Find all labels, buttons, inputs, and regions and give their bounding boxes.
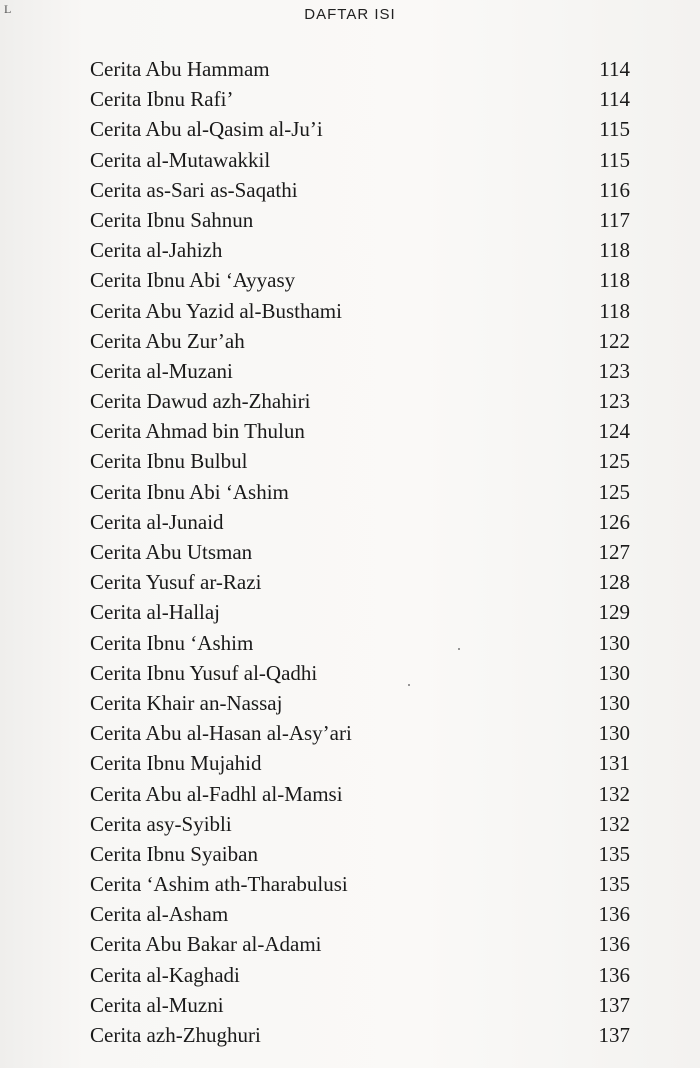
corner-mark: L — [4, 2, 12, 16]
toc-entry[interactable] — [90, 809, 630, 839]
toc-entry-title: Cerita Ibnu Mujahid — [90, 751, 262, 776]
toc-entry-page-number: 123 — [598, 389, 630, 414]
toc-entry[interactable] — [90, 446, 630, 476]
toc-entry-page-number: 114 — [599, 87, 630, 112]
toc-entry-title: Cerita al-Muzani — [90, 358, 233, 383]
toc-entry[interactable] — [90, 839, 630, 869]
toc-entry-page-number: 118 — [599, 268, 630, 293]
paper-speck — [458, 648, 460, 650]
toc-entry-title: Cerita Abu al-Fadhl al-Mamsi — [90, 781, 343, 806]
toc-entry-page-number: 136 — [598, 962, 630, 987]
toc-entry-title: Cerita al-Junaid — [90, 509, 224, 534]
toc-entry[interactable] — [90, 718, 630, 748]
paper-speck — [408, 684, 410, 686]
toc-entry[interactable] — [90, 899, 630, 929]
toc-entry-title: Cerita Abu Hammam — [90, 57, 270, 81]
toc-entry-title: Cerita Abu al-Hasan al-Asy’ari — [90, 721, 352, 746]
toc-entry-page-number: 115 — [599, 147, 630, 172]
toc-entry[interactable] — [90, 507, 630, 537]
toc-entry-page-number: 130 — [598, 660, 630, 685]
toc-entry-title: Cerita Ibnu Rafi’ — [90, 87, 234, 112]
toc-entry[interactable] — [90, 779, 630, 809]
toc-entry-page-number: 127 — [598, 540, 630, 564]
toc-entry-title: Cerita Dawud azh-Zhahiri — [90, 389, 311, 414]
toc-entry[interactable] — [90, 416, 630, 446]
toc-entry-page-number: 118 — [599, 238, 630, 263]
toc-entry[interactable] — [90, 688, 630, 718]
toc-entry-title: Cerita Abu Yazid al-Busthami — [90, 298, 342, 323]
toc-entry-title: Cerita as-Sari as-Saqathi — [90, 177, 298, 202]
toc-entry-page-number: 116 — [599, 177, 630, 202]
toc-entry[interactable] — [90, 748, 630, 778]
toc-entry-title: Cerita Ibnu Sahnun — [90, 207, 254, 232]
toc-entry-title: Cerita Yusuf ar-Razi — [90, 570, 262, 595]
toc-entry-title: Cerita Abu Zur’ah — [90, 328, 245, 353]
toc-entry-title: Cerita Ibnu ‘Ashim — [90, 630, 254, 655]
toc-entry-title: Cerita Ibnu Syaiban — [90, 841, 258, 866]
toc-entry-page-number: 135 — [598, 872, 630, 897]
toc-entry[interactable] — [90, 567, 630, 597]
toc-entry[interactable] — [90, 84, 630, 114]
toc-entry[interactable] — [90, 265, 630, 295]
toc-entry-title: Cerita Abu Utsman — [90, 540, 253, 564]
toc-entry[interactable] — [90, 628, 630, 658]
toc-entry-page-number: 136 — [598, 932, 630, 957]
toc-entry-title: Cerita Ahmad bin Thulun — [90, 419, 305, 444]
table-of-contents — [90, 54, 630, 1050]
toc-entry-page-number: 132 — [598, 781, 630, 806]
toc-entry[interactable] — [90, 960, 630, 990]
toc-entry[interactable] — [90, 205, 630, 235]
toc-entry-title: Cerita azh-Zhughuri — [90, 1023, 261, 1047]
page-header-title: DAFTAR ISI — [304, 6, 396, 23]
toc-entry-title: Cerita Abu Bakar al-Adami — [90, 932, 322, 957]
toc-entry-page-number: 122 — [598, 328, 630, 353]
toc-entry-page-number: 126 — [598, 509, 630, 534]
toc-entry[interactable] — [90, 54, 630, 84]
toc-entry-page-number: 124 — [598, 419, 630, 444]
toc-entry-title: Cerita al-Asham — [90, 902, 229, 927]
toc-entry[interactable] — [90, 477, 630, 507]
toc-entry[interactable] — [90, 235, 630, 265]
toc-entry-page-number: 131 — [598, 751, 630, 776]
toc-entry[interactable] — [90, 869, 630, 899]
toc-entry-title: Cerita Ibnu Abi ‘Ayyasy — [90, 268, 296, 293]
toc-entry-page-number: 135 — [598, 841, 630, 866]
toc-entry-title: Cerita al-Muzni — [90, 992, 224, 1017]
toc-entry-title: Cerita al-Kaghadi — [90, 962, 240, 987]
toc-entry-title: Cerita al-Hallaj — [90, 600, 221, 625]
toc-entry-page-number: 130 — [598, 630, 630, 655]
toc-entry[interactable] — [90, 658, 630, 688]
toc-entry[interactable] — [90, 537, 630, 567]
toc-entry[interactable] — [90, 597, 630, 627]
toc-entry[interactable] — [90, 929, 630, 959]
toc-entry-title: Cerita Khair an-Nassaj — [90, 690, 283, 715]
toc-entry-title: Cerita Ibnu Bulbul — [90, 449, 248, 474]
toc-entry-title: Cerita ‘Ashim ath-Tharabulusi — [90, 872, 348, 897]
toc-entry-title: Cerita al-Mutawakkil — [90, 147, 271, 172]
toc-entry-page-number: 129 — [598, 600, 630, 625]
toc-entry-page-number: 136 — [598, 902, 630, 927]
toc-entry-page-number: 114 — [599, 57, 630, 81]
toc-entry-page-number: 137 — [598, 1023, 630, 1047]
toc-entry-page-number: 128 — [598, 570, 630, 595]
toc-entry[interactable] — [90, 356, 630, 386]
toc-entry-page-number: 130 — [598, 721, 630, 746]
toc-entry-page-number: 130 — [598, 690, 630, 715]
toc-entry-page-number: 123 — [598, 358, 630, 383]
toc-entry-title: Cerita asy-Syibli — [90, 811, 232, 836]
toc-entry-page-number: 125 — [598, 479, 630, 504]
toc-entry[interactable] — [90, 114, 630, 144]
toc-entry-page-number: 132 — [598, 811, 630, 836]
toc-entry-page-number: 117 — [599, 207, 630, 232]
toc-entry[interactable] — [90, 1020, 630, 1050]
toc-entry-page-number: 125 — [598, 449, 630, 474]
toc-entry[interactable] — [90, 326, 630, 356]
toc-entry-title: Cerita Ibnu Abi ‘Ashim — [90, 479, 289, 504]
toc-entry-title: Cerita Ibnu Yusuf al-Qadhi — [90, 660, 318, 685]
toc-entry[interactable] — [90, 175, 630, 205]
toc-entry[interactable] — [90, 386, 630, 416]
toc-entry-title: Cerita al-Jahizh — [90, 238, 223, 263]
toc-entry-page-number: 118 — [599, 298, 630, 323]
toc-entry[interactable] — [90, 296, 630, 326]
toc-entry-title: Cerita Abu al-Qasim al-Ju’i — [90, 117, 323, 142]
toc-entry[interactable] — [90, 145, 630, 175]
toc-entry-page-number: 115 — [599, 117, 630, 142]
toc-entry-page-number: 137 — [598, 992, 630, 1017]
toc-entry[interactable] — [90, 990, 630, 1020]
